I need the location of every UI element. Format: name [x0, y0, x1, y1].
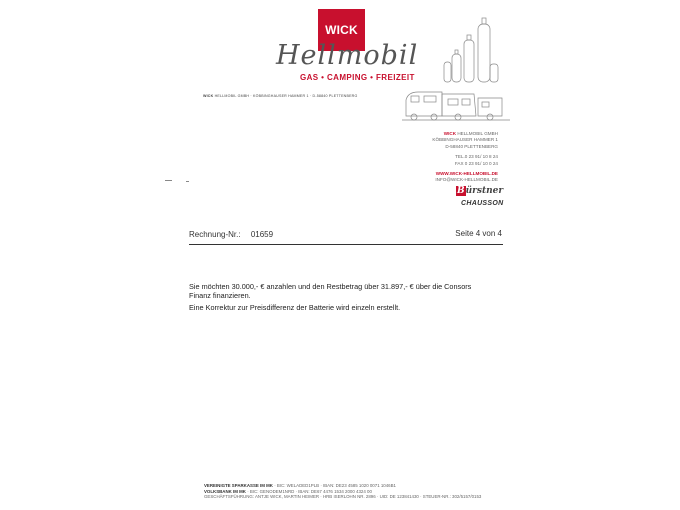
footer-bank-1-name: VEREINIGTE SPARKASSE IM MK	[204, 483, 273, 488]
sender-line-text: HELLMOBIL GMBH · KÖBBINGHAUSER HAMMER 1 · D-58840 PLETTENBERG	[214, 94, 358, 98]
company-email: INFO@WICK-HELLMOBIL.DE	[435, 177, 498, 183]
company-website: WWW.WICK-HELLMOBIL.DE	[435, 171, 498, 177]
company-address-block	[432, 131, 498, 184]
company-city: D-58840 PLETTENBERG	[445, 143, 498, 149]
fold-mark	[165, 180, 172, 181]
tagline: GAS • CAMPING • FREIZEIT	[300, 73, 415, 82]
company-street: KÖBBINGHAUSER HAMMER 1	[432, 137, 498, 143]
chausson-logo: CHAUSSON	[461, 200, 504, 207]
company-tel: TEL.0 23 91/ 10 8 24	[455, 154, 498, 160]
header-divider	[189, 244, 503, 245]
letter-body	[189, 282, 489, 312]
body-paragraph-correction: Eine Korrektur zur Preisdifferenz der Batterie wird einzeln erstellt.	[189, 302, 401, 312]
company-name-rest: HELLMOBIL GMBH	[457, 131, 498, 136]
invoice-number: 01659	[250, 230, 274, 239]
footer-bank-1-details: · BIC: WELADED1PLB · IBAN: DE23 4585 1020 0071 1046B1	[274, 483, 396, 488]
body-paragraph-financing: Sie möchten 30.000,- € anzahlen und den Restbetrag über 31.897,- € über die Consors Finanz finanzieren.	[189, 282, 472, 301]
footer-management: GESCHÄFTSFÜHRUNG: ANTJE WICK, MARTIN HEIMER · HRB ISERLOHN NR. 2896 · UID: DE 123841430 · STEUER-NR.: 302/5157/0153	[204, 494, 482, 500]
invoice-number-row	[189, 230, 273, 239]
footer-bank-details	[204, 483, 481, 500]
buerstner-logo-rest: ürstner	[465, 186, 504, 196]
buerstner-logo	[456, 186, 503, 196]
buerstner-logo-mark: B	[457, 186, 465, 196]
company-name-bold: WICK	[443, 131, 457, 136]
fold-mark-small	[186, 181, 189, 182]
sender-line-bold: WICK	[203, 94, 214, 98]
logo-text: WICK	[325, 23, 358, 37]
company-fax: FAX 0 23 91/ 10 0 24	[454, 160, 498, 166]
brand-script-logo: Hellmobil	[276, 40, 419, 71]
page-number: Seite 4 von 4	[455, 229, 502, 238]
footer-bank-2-details: · BIC: GENODEM1NRD · IBAN: DE67 4476 1534 2000 4324 00	[247, 488, 372, 494]
invoice-number-label: Rechnung-Nr.:	[189, 230, 241, 239]
gas-bottles-and-vehicles-illustration	[402, 14, 510, 126]
footer-bank-2-name: VOLKSBANK IM MK	[204, 488, 246, 494]
sender-return-line	[203, 94, 357, 98]
